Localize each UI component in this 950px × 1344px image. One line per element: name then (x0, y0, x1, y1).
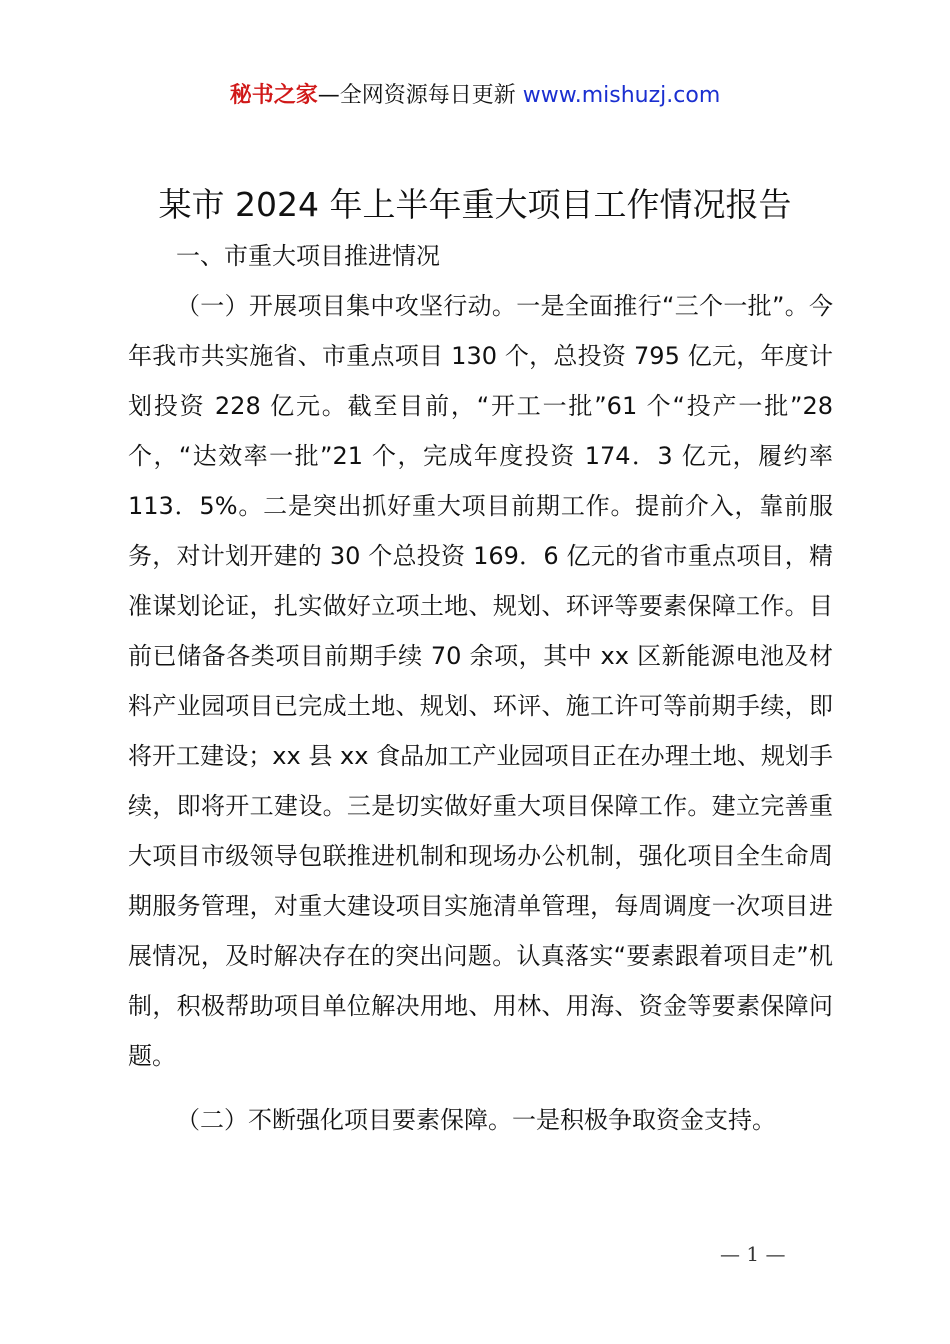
site-header (0, 80, 950, 112)
section-heading: 一、市重大项目推进情况 (176, 242, 440, 270)
document-title: 某市 2024 年上半年重大项目工作情况报告 (158, 185, 792, 224)
header-tagline: —全网资源每日更新 (317, 83, 523, 108)
brand-name: 秘书之家 (229, 83, 318, 108)
body-paragraph-2: （二）不断强化项目要素保障。一是积极争取资金支持。 (176, 1106, 776, 1134)
body-paragraph-1: （一）开展项目集中攻坚行动。一是全面推行“三个一批”。今年我市共实施省、市重点项目 130 个，总投资 795 亿元，年度计划投资 228 亿元。截至目前，“开工一批”61 个“投产一批”28 个，“达效率一批”21 个，完成年度投资 174．3 亿元，履约率 113．5%。二是突出抓好重大项目前期工作。提前介入，靠前服务，对计划开建的 30 个总投资 169．6 亿元的省市重点项目，精准谋划论证，扎实做好立项土地、规划、环评等要素保障工作。目前已储备各类项目前期手续 70 余项，其中 xx 区新能源电池及材料产业园项目已完成土地、规划、环评、施工许可等前期手续，即将开工建设；xx 县 xx 食品加工产业园项目正在办理土地、规划手续，即将开工建设。三是切实做好重大项目保障工作。建立完善重大项目市级领导包联推进机制和现场办公机制，强化项目全生命周期服务管理，对重大建设项目实施清单管理，每周调度一次项目进展情况，及时解决存在的突出问题。认真落实“要素跟着项目走”机制，积极帮助项目单位解决用地、用林、用海、资金等要素保障问题。 (128, 292, 833, 1070)
document-body (128, 236, 833, 1145)
site-url-link[interactable]: www.mishuzj.com (522, 83, 721, 108)
page-number: — 1 — (720, 1242, 786, 1266)
